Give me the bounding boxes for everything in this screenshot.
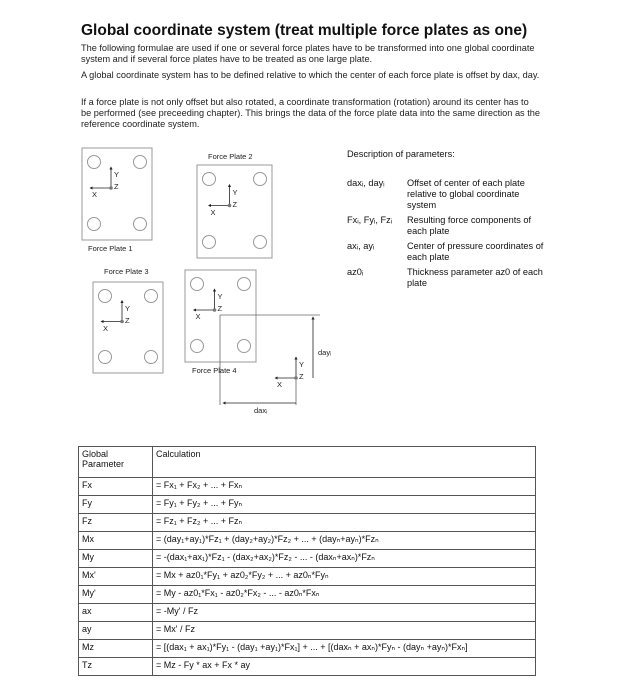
dimension-lines <box>220 315 320 405</box>
plate-3-axes <box>102 302 124 324</box>
axis-label-x: X <box>92 190 98 199</box>
formula-cell: = Mx + az0₁*Fy₁ + az0₂*Fy₂ + ... + az0ₙ*Fyₙ <box>153 568 536 586</box>
table-row <box>79 586 536 604</box>
formula-cell: = [(dax₁ + ax₁)*Fy₁ - (day₁ +ay₁)*Fx₁] + ... + [(daxₙ + axₙ)*Fyₙ - (dayₙ +ayₙ)*Fxₙ] <box>153 640 536 658</box>
parameter-value: Center of pressure coordinates of each plate <box>407 241 544 262</box>
parameter-cell: Tz <box>79 658 153 676</box>
axis-label-x: X <box>210 207 216 217</box>
formula-cell: = My - az0₁*Fx₁ - az0₂*Fx₂ - ... - az0ₙ*Fxₙ <box>153 586 536 604</box>
description-title: Description of parameters: <box>347 149 455 159</box>
formula-cell: = Mx' / Fz <box>153 622 536 640</box>
parameter-cell: Fz <box>79 514 153 532</box>
parameter-key: Fxᵢ, Fyᵢ, Fzᵢ <box>347 215 393 225</box>
axis-label-z: Z <box>125 315 130 325</box>
parameter-cell: My <box>79 550 153 568</box>
axis-label-y: Y <box>125 303 131 313</box>
intro-paragraph: The following formulae are used if one or several force plates have to be transformed into one global coordinate system and if several force plates have to be treated as one large plate. <box>81 43 535 64</box>
parameter-key: axᵢ, ayᵢ <box>347 241 375 251</box>
sensor-circle <box>88 156 101 169</box>
sensor-circle <box>191 278 204 291</box>
parameter-description <box>347 241 547 263</box>
sensor-circle <box>145 351 158 364</box>
sensor-circle <box>254 236 267 249</box>
plate-2-axes <box>210 186 232 208</box>
parameter-value: Resulting force components of each plate <box>407 215 532 236</box>
formula-cell: = Fx₁ + Fx₂ + ... + Fxₙ <box>153 478 536 496</box>
axis-label-y: Y <box>299 360 305 369</box>
plate-4-label: Force Plate 4 <box>192 366 237 375</box>
parameter-cell: Mx' <box>79 568 153 586</box>
plate-1-axes <box>91 168 113 190</box>
plate-4-axes <box>195 290 217 312</box>
table-row <box>79 640 536 658</box>
formula-cell: = -My' / Fz <box>153 604 536 622</box>
sensor-circle <box>254 173 267 186</box>
parameter-description <box>347 267 547 289</box>
axis-label-y: Y <box>217 292 223 301</box>
day-label: dayᵢ <box>318 348 332 357</box>
formula-cell: = Fz₁ + Fz₂ + ... + Fzₙ <box>153 514 536 532</box>
table-header-row <box>79 447 536 478</box>
sensor-circle <box>99 351 112 364</box>
table-row <box>79 604 536 622</box>
sensor-circle <box>203 173 216 186</box>
sensor-circle <box>145 290 158 303</box>
axis-label-x: X <box>277 380 283 389</box>
plate-3-label: Force Plate 3 <box>104 267 149 276</box>
sensor-circle <box>88 218 101 231</box>
sensor-circle <box>203 236 216 249</box>
force-plate-2 <box>197 165 272 258</box>
table-row <box>79 532 536 550</box>
axis-label-z: Z <box>114 182 119 191</box>
sensor-circle <box>99 290 112 303</box>
table-row <box>79 514 536 532</box>
axis-label-x: X <box>195 312 201 321</box>
axis-label-z: Z <box>299 372 304 381</box>
sensor-circle <box>238 278 251 291</box>
axis-label-y: Y <box>114 170 120 179</box>
formula-cell: = (day₁+ay₁)*Fz₁ + (day₂+ay₂)*Fz₂ + ... + (dayₙ+ayₙ)*Fzₙ <box>153 532 536 550</box>
dax-label: daxᵢ <box>254 406 268 415</box>
parameter-cell: Mx <box>79 532 153 550</box>
parameter-cell: ay <box>79 622 153 640</box>
parameter-description <box>347 215 547 237</box>
plate-2-label: Force Plate 2 <box>208 152 253 161</box>
parameter-description <box>347 178 547 211</box>
parameter-cell: My' <box>79 586 153 604</box>
table-row <box>79 496 536 514</box>
parameter-value: Thickness parameter az0 of each plate <box>407 267 543 288</box>
sensor-circle <box>134 156 147 169</box>
table-row <box>79 478 536 496</box>
global-axes <box>276 358 298 380</box>
rotation-paragraph: If a force plate is not only offset but also rotated, a coordinate transformation (rotation) around its center has to be performed (see preceeding chapter). This brings the data of the force plate data into the same direction as the reference coordinate system. <box>81 97 540 129</box>
parameter-key: az0ᵢ <box>347 267 364 277</box>
table-row <box>79 658 536 676</box>
parameter-value: Offset of center of each plate relative to global coordinate system <box>407 178 525 210</box>
table-row <box>79 622 536 640</box>
calculation-table <box>78 446 536 676</box>
parameter-cell: Fy <box>79 496 153 514</box>
axis-label-z: Z <box>232 199 238 209</box>
table-row <box>79 550 536 568</box>
axis-label-y: Y <box>232 187 238 197</box>
sensor-circle <box>238 340 251 353</box>
formula-cell: = Fy₁ + Fy₂ + ... + Fyₙ <box>153 496 536 514</box>
offset-paragraph: A global coordinate system has to be defined relative to which the center of each force plate is offset by dax, day. <box>81 70 540 80</box>
axis-label-x: X <box>103 323 109 333</box>
header-calculation: Calculation <box>153 447 536 478</box>
parameter-cell: Mz <box>79 640 153 658</box>
sensor-circle <box>134 218 147 231</box>
plate-1-label: Force Plate 1 <box>88 244 133 253</box>
formula-cell: = -(dax₁+ax₁)*Fz₁ - (dax₂+ax₂)*Fz₂ - ... - (daxₙ+axₙ)*Fzₙ <box>153 550 536 568</box>
header-parameter: Global Parameter <box>79 447 153 478</box>
formula-cell: = Mz - Fy * ax + Fx * ay <box>153 658 536 676</box>
parameter-key: daxᵢ, dayᵢ <box>347 178 385 188</box>
page-title: Global coordinate system (treat multiple force plates as one) <box>81 22 528 39</box>
axis-label-z: Z <box>217 304 223 313</box>
parameter-cell: ax <box>79 604 153 622</box>
sensor-circle <box>191 340 204 353</box>
table-row <box>79 568 536 586</box>
parameter-cell: Fx <box>79 478 153 496</box>
